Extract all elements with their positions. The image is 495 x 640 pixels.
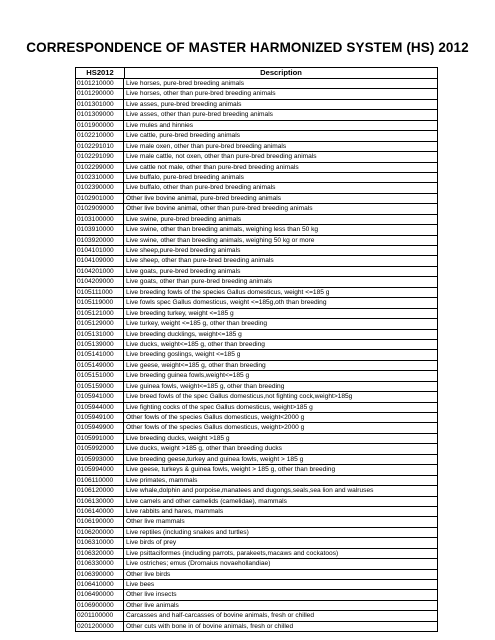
description-cell: Live ducks, weight >185 g, other than breeding ducks <box>126 445 282 453</box>
description-cell: Live breeding ducklings, weight<=185 g <box>126 330 242 338</box>
description-cell: Live mules and hinnies <box>126 121 194 129</box>
description-cell: Other fowls of the species Gallus domesticus, weight<2000 g <box>126 414 305 421</box>
table-row <box>76 622 437 632</box>
hs-code-cell: 0105139000 <box>76 340 124 349</box>
hs-code-cell: 0104201000 <box>76 267 124 276</box>
table-row <box>76 121 437 131</box>
description-cell: Live breeding guinea fowls,weight<=185 g <box>126 372 250 380</box>
hs-code-cell: 0102310000 <box>76 173 124 182</box>
hs-code-cell: 0105119000 <box>76 298 124 307</box>
description-cell: Live geese, weight<=185 g, other than breeding <box>126 361 266 369</box>
table-row <box>76 267 437 277</box>
hs-code-cell: 0106390000 <box>76 570 124 579</box>
description-cell: Live goats, pure-bred breeding animals <box>126 267 241 275</box>
hs-code-cell: 0105149000 <box>76 361 124 370</box>
table-row <box>76 590 437 600</box>
description-cell: Live sheep,pure-bred breeding animals <box>126 247 241 254</box>
description-cell: Live fowls spec Gallus domesticus, weight <=185g,oth than breeding <box>126 299 327 307</box>
description-cell: Live rabbits and hares, mammals <box>126 507 224 515</box>
hs-code-cell: 0101309000 <box>76 110 124 119</box>
table-row <box>76 559 437 569</box>
table-row <box>76 444 437 454</box>
description-cell: Other live insects <box>126 591 177 599</box>
table-row <box>76 100 437 110</box>
hs-code-cell: 0105994000 <box>76 465 124 474</box>
hs-code-cell: 0101900000 <box>76 121 124 130</box>
hs-code-cell: 0102390000 <box>76 183 124 192</box>
hs-code-cell: 0106320000 <box>76 549 124 558</box>
hs-code-cell: 0106310000 <box>76 538 124 547</box>
table-row <box>76 580 437 590</box>
table-row <box>76 476 437 486</box>
hs-code-cell: 0105141000 <box>76 350 124 359</box>
hs-code-cell: 0201200000 <box>76 622 124 631</box>
hs-code-cell: 0106490000 <box>76 590 124 599</box>
table-row <box>76 528 437 538</box>
description-cell: Live goats, other than pure-bred breeding animals <box>126 278 272 286</box>
hs-code-cell: 0102299000 <box>76 163 124 172</box>
hs-code-cell: 0102901000 <box>76 194 124 203</box>
header-description: Description <box>260 68 302 77</box>
description-cell: Live buffalo, pure-bred breeding animals <box>126 173 244 181</box>
table-row <box>76 570 437 580</box>
table-row <box>76 319 437 329</box>
hs-code-cell: 0101290000 <box>76 89 124 98</box>
table-row <box>76 236 437 246</box>
hs-code-cell: 0101210000 <box>76 79 124 88</box>
hs-code-cell: 0105944000 <box>76 403 124 412</box>
table-row <box>76 361 437 371</box>
description-cell: Other live mammals <box>126 518 185 526</box>
description-cell: Other cuts with bone in of bovine animals, fresh or chilled <box>126 622 294 630</box>
description-cell: Live asses, other than pure-bred breeding animals <box>126 111 273 119</box>
table-row <box>76 465 437 475</box>
description-cell: Live breeding turkey, weight <=185 g <box>126 309 234 317</box>
table-row <box>76 110 437 120</box>
description-cell: Other live animals <box>126 601 179 609</box>
table-row <box>76 173 437 183</box>
hs-code-cell: 0106130000 <box>76 497 124 506</box>
hs-code-cell: 0106190000 <box>76 517 124 526</box>
description-cell: Live bees <box>126 581 155 588</box>
description-cell: Live buffalo, other than pure-bred breeding animals <box>126 184 276 192</box>
description-cell: Live cattle not male, other than pure-bred breeding animals <box>126 163 299 171</box>
table-row <box>76 486 437 496</box>
table-body <box>75 79 438 632</box>
description-cell: Live psittaciformes (including parrots, parakeets,macaws and cockatoos) <box>126 549 339 557</box>
description-cell: Live geese, turkeys & guinea fowls, weight > 185 g, other than breeding <box>126 466 336 474</box>
table-row <box>76 194 437 204</box>
description-cell: Live male cattle, not oxen, other than pure-bred breeding animals <box>126 153 317 161</box>
table-row <box>76 288 437 298</box>
table-row <box>76 538 437 548</box>
hs-code-cell: 0106140000 <box>76 507 124 516</box>
table-row <box>76 246 437 256</box>
hs-code-cell: 0103910000 <box>76 225 124 234</box>
hs-code-cell: 0105131000 <box>76 330 124 339</box>
hs-code-cell: 0105992000 <box>76 444 124 453</box>
hs-code-cell: 0106330000 <box>76 559 124 568</box>
hs-code-cell: 0106200000 <box>76 528 124 537</box>
description-cell: Live breeding fowls of the species Gallus domesticus, weight <=185 g <box>126 288 330 296</box>
description-cell: Live swine, pure-bred breeding animals <box>126 215 242 223</box>
hs-code-cell: 0201100000 <box>76 611 124 620</box>
table-row <box>76 517 437 527</box>
hs-code-cell: 0105111000 <box>76 288 124 297</box>
table-row <box>76 611 437 621</box>
table-row <box>76 309 437 319</box>
description-cell: Live guinea fowls, weight<=185 g, other than breeding <box>126 382 285 390</box>
description-cell: Live swine, other than breeding animals, weighing 50 kg or more <box>126 236 315 244</box>
description-cell: Live horses, other than pure-bred breeding animals <box>126 90 276 98</box>
hs-code-cell: 0105993000 <box>76 455 124 464</box>
table-row <box>76 455 437 465</box>
table-header <box>75 67 438 79</box>
table-row <box>76 89 437 99</box>
hs-code-cell: 0106110000 <box>76 476 124 485</box>
hs-code-cell: 0106120000 <box>76 486 124 495</box>
table-row <box>76 131 437 141</box>
table-row <box>76 507 437 517</box>
table-row <box>76 371 437 381</box>
hs-code-cell: 0105129000 <box>76 319 124 328</box>
hs-code-cell: 0103920000 <box>76 236 124 245</box>
description-cell: Live ostriches; emus (Dromaius novaehollandiae) <box>126 560 271 568</box>
table-row <box>76 79 437 89</box>
table-row <box>76 215 437 225</box>
description-cell: Live breeding geese,turkey and guinea fowls, weight > 185 g <box>126 455 304 463</box>
hs-code-cell: 0105151000 <box>76 371 124 380</box>
hs-code-cell: 0104109000 <box>76 256 124 265</box>
table-row <box>76 549 437 559</box>
hs-code-cell: 0105949900 <box>76 423 124 432</box>
table-row <box>76 330 437 340</box>
table-row <box>76 382 437 392</box>
description-cell: Live fighting cocks of the spec Gallus domesticus, weight>185 g <box>126 403 313 411</box>
hs-code-cell: 0106410000 <box>76 580 124 589</box>
hs-correspondence-table <box>75 67 438 632</box>
table-row <box>76 340 437 350</box>
table-row <box>76 434 437 444</box>
table-row <box>76 163 437 173</box>
description-cell: Carcasses and half-carcasses of bovine animals, fresh or chilled <box>126 612 315 620</box>
description-cell: Live reptiles (including snakes and turtles) <box>126 528 249 536</box>
hs-code-cell: 0102210000 <box>76 131 124 140</box>
description-cell: Live male oxen, other than pure-bred breeding animals <box>126 142 287 150</box>
description-cell: Other live bovine animal, other than pure-bred breeding animals <box>126 205 313 213</box>
description-cell: Live breed fowls of the spec Gallus domesticus,not fighting cock,weight>185g <box>126 393 353 401</box>
hs-code-cell: 0105991000 <box>76 434 124 443</box>
table-row <box>76 204 437 214</box>
description-cell: Live cattle, pure-bred breeding animals <box>126 132 240 140</box>
description-cell: Live turkey, weight <=185 g, other than breeding <box>126 320 268 328</box>
table-row <box>76 183 437 193</box>
table-row <box>76 298 437 308</box>
description-cell: Live birds of prey <box>126 539 177 547</box>
table-row <box>76 392 437 402</box>
hs-code-cell: 0105121000 <box>76 309 124 318</box>
table-row <box>76 152 437 162</box>
description-cell: Live horses, pure-bred breeding animals <box>126 80 245 87</box>
description-cell: Live ducks, weight<=185 g, other than breeding <box>126 340 265 348</box>
description-cell: Other live bovine animal, pure-bred breeding animals <box>126 194 282 202</box>
description-cell: Live primates, mammals <box>126 476 198 484</box>
hs-code-cell: 0105159000 <box>76 382 124 391</box>
document-title: CORRESPONDENCE OF MASTER HARMONIZED SYSTEM (HS) 2012 <box>26 40 469 55</box>
description-cell: Other fowls of the species Gallus domesticus, weight>2000 g <box>126 424 305 432</box>
hs-code-cell: 0102291010 <box>76 142 124 151</box>
hs-code-cell: 0102909000 <box>76 204 124 213</box>
description-cell: Other live birds <box>126 570 171 578</box>
description-cell: Live breeding ducks, weight >185 g <box>126 434 230 442</box>
table-row <box>76 413 437 423</box>
hs-code-cell: 0101301000 <box>76 100 124 109</box>
table-row <box>76 277 437 287</box>
header-hs2012: HS2012 <box>76 68 125 78</box>
table-row <box>76 497 437 507</box>
table-row <box>76 423 437 433</box>
table-row <box>76 601 437 611</box>
table-row <box>76 403 437 413</box>
description-cell: Live camels and other camelids (camelidae), mammals <box>126 497 287 505</box>
hs-code-cell: 0104209000 <box>76 277 124 286</box>
table-row <box>76 350 437 360</box>
table-row <box>76 225 437 235</box>
hs-code-cell: 0102291090 <box>76 152 124 161</box>
description-cell: Live whale,dolphin and porpoise,manatees and dugongs,seals,sea lion and walruses <box>126 487 374 495</box>
hs-code-cell: 0105941000 <box>76 392 124 401</box>
hs-code-cell: 0103100000 <box>76 215 124 224</box>
description-cell: Live asses, pure-bred breeding animals <box>126 100 242 108</box>
hs-code-cell: 0104101000 <box>76 246 124 255</box>
description-cell: Live breeding goslings, weight <=185 g <box>126 351 241 359</box>
table-row <box>76 142 437 152</box>
description-cell: Live sheep, other than pure-bred breeding animals <box>126 257 274 265</box>
description-cell: Live swine, other than breeding animals, weighing less than 50 kg <box>126 226 319 234</box>
hs-code-cell: 0105949100 <box>76 413 124 422</box>
hs-code-cell: 0106900000 <box>76 601 124 610</box>
table-row <box>76 256 437 266</box>
